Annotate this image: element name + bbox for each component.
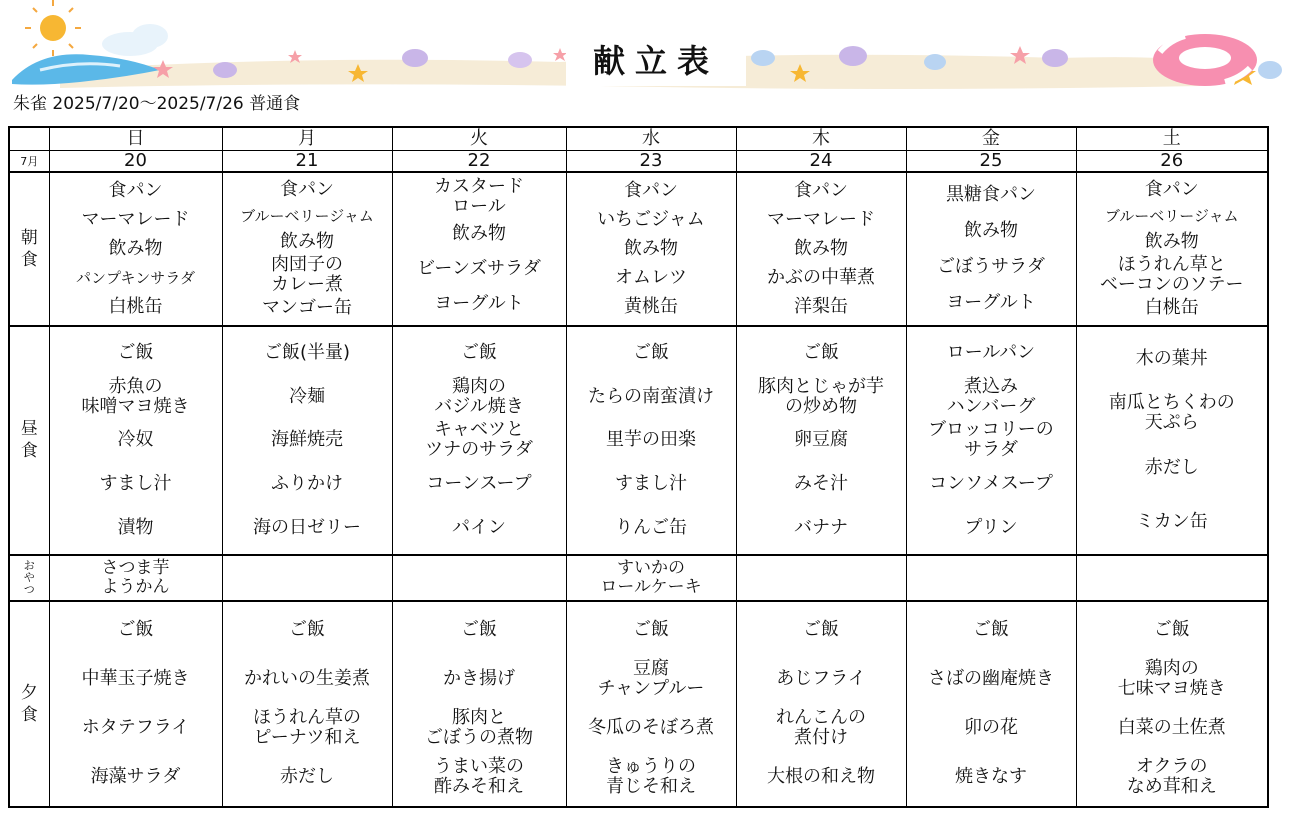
- dinner-row: [9, 601, 1268, 807]
- dish-item: 鶏肉の 七味マヨ焼き: [1117, 658, 1226, 700]
- weekday-cell: 金: [906, 127, 1076, 150]
- dish-item: ごぼうサラダ: [937, 256, 1045, 278]
- date-row: [9, 150, 1268, 172]
- dish-item: 中華玉子焼き: [81, 668, 190, 690]
- lunch-cell: [906, 326, 1076, 554]
- dish-item: うまい菜の 酢みそ和え: [434, 756, 524, 798]
- date-cell: 22: [392, 150, 566, 172]
- snack-cell: [736, 555, 906, 601]
- date-cell: 24: [736, 150, 906, 172]
- dish-item: ヨーグルト: [946, 292, 1036, 314]
- dish-list: [50, 602, 222, 806]
- dish-item: 豚肉とじゃが芋 の炒め物: [758, 375, 884, 417]
- cloud-icon: [102, 24, 168, 56]
- breakfast-cell: [736, 172, 906, 326]
- breakfast-row: [9, 172, 1268, 326]
- dish-list: [737, 327, 906, 553]
- sun-icon: [25, 0, 81, 56]
- dish-item: 洋梨缶: [794, 295, 848, 317]
- weekday-row: [9, 127, 1268, 150]
- dish-item: マーマレード: [767, 209, 875, 231]
- dinner-cell: [49, 601, 222, 807]
- dish-item: たらの南蛮漬け: [588, 385, 714, 407]
- snack-cell: さつま芋 ようかん: [49, 555, 222, 601]
- dish-item: コーンスープ: [426, 473, 532, 495]
- dish-item: 冷奴: [117, 429, 154, 451]
- dish-item: ご飯: [289, 619, 325, 641]
- lunch-cell: [1076, 326, 1268, 554]
- dish-item: かれいの生姜煮: [244, 668, 370, 690]
- breakfast-label: 朝 食: [9, 172, 49, 326]
- dish-item: 飲み物: [108, 238, 163, 260]
- dish-item: 冷麺: [289, 385, 325, 407]
- dinner-cell: [736, 601, 906, 807]
- dish-item: 肉団子の カレー煮: [271, 254, 343, 296]
- dish-list: [567, 602, 736, 806]
- dish-list: [567, 173, 736, 325]
- dish-item: 赤だし: [280, 766, 334, 788]
- dish-list: [1077, 602, 1268, 806]
- swim-ring-icon: [1153, 34, 1257, 86]
- dish-list: [223, 327, 392, 553]
- dish-item: ブルーベリージャム: [1104, 207, 1239, 226]
- snack-cell: [1076, 555, 1268, 601]
- dish-item: 豚肉と ごぼうの煮物: [425, 707, 533, 749]
- dish-item: りんご缶: [615, 516, 687, 538]
- dish-item: キャベツと ツナのサラダ: [425, 419, 533, 461]
- dish-list: [50, 173, 222, 325]
- dish-item: いちごジャム: [597, 209, 705, 231]
- dish-item: 赤だし: [1144, 456, 1199, 478]
- weekday-cell: 月: [222, 127, 392, 150]
- dish-item: 煮込み ハンバーグ: [946, 375, 1036, 417]
- dish-item: 黒糖食パン: [946, 184, 1036, 206]
- dish-list: [393, 173, 566, 325]
- dinner-label: 夕 食: [9, 601, 49, 807]
- dish-item: 里芋の田楽: [606, 429, 696, 451]
- dinner-cell: [392, 601, 566, 807]
- dish-item: 漬物: [117, 516, 154, 538]
- dish-list: [1077, 173, 1268, 325]
- dish-item: ブロッコリーの サラダ: [928, 419, 1054, 461]
- dish-item: 白桃缶: [1144, 297, 1199, 319]
- dish-item: 焼きなす: [955, 766, 1027, 788]
- dish-item: 卵豆腐: [794, 429, 848, 451]
- dish-list: [907, 327, 1076, 553]
- dish-item: ご飯: [803, 342, 839, 364]
- dish-item: 飲み物: [1144, 231, 1199, 253]
- dish-item: カスタード ロール: [434, 176, 524, 218]
- dish-list: [907, 173, 1076, 325]
- date-cell: 23: [566, 150, 736, 172]
- dish-item: パイン: [452, 516, 506, 538]
- lunch-cell: [49, 326, 222, 554]
- snack-row: [9, 555, 1268, 601]
- dish-list: [223, 173, 392, 325]
- breakfast-cell: [906, 172, 1076, 326]
- dish-item: ご飯: [1153, 619, 1190, 641]
- dish-item: みそ汁: [794, 473, 848, 495]
- dish-item: かき揚げ: [443, 668, 515, 690]
- breakfast-cell: [222, 172, 392, 326]
- snack-cell: [392, 555, 566, 601]
- dish-item: ご飯: [117, 342, 154, 364]
- dish-list: [737, 173, 906, 325]
- dish-item: 飲み物: [624, 238, 678, 260]
- dish-item: さばの幽庵焼き: [928, 668, 1054, 690]
- dish-item: すまし汁: [615, 473, 687, 495]
- dish-item: ご飯: [803, 619, 839, 641]
- dish-item: マンゴー缶: [262, 297, 352, 319]
- snack-cell: [906, 555, 1076, 601]
- dish-item: 食パン: [1144, 179, 1199, 201]
- dish-item: ご飯: [973, 619, 1009, 641]
- dish-item: マーマレード: [81, 209, 190, 231]
- dinner-cell: [566, 601, 736, 807]
- dish-item: 食パン: [280, 179, 334, 201]
- breakfast-cell: [1076, 172, 1268, 326]
- dish-item: プリン: [964, 516, 1018, 538]
- weekday-cell: 日: [49, 127, 222, 150]
- lunch-cell: [736, 326, 906, 554]
- lunch-label: 昼 食: [9, 326, 49, 554]
- dish-item: 卯の花: [964, 717, 1018, 739]
- dinner-cell: [1076, 601, 1268, 807]
- dish-item: ほうれん草の ピーナツ和え: [253, 707, 361, 749]
- dish-item: 冬瓜のそぼろ煮: [588, 717, 714, 739]
- dish-item: 鶏肉の バジル焼き: [434, 375, 524, 417]
- dinner-cell: [906, 601, 1076, 807]
- menu-subtitle: 朱雀 2025/7/20～2025/7/26 普通食: [13, 94, 301, 114]
- date-cell: 20: [49, 150, 222, 172]
- weekday-cell: 土: [1076, 127, 1268, 150]
- dish-list: [1077, 327, 1268, 553]
- dish-item: 白桃缶: [108, 295, 163, 317]
- dish-item: ヨーグルト: [434, 292, 524, 314]
- dinner-cell: [222, 601, 392, 807]
- dish-item: ホタテフライ: [81, 717, 190, 739]
- dish-item: ご飯: [117, 619, 154, 641]
- dish-item: 大根の和え物: [767, 766, 875, 788]
- lunch-cell: [222, 326, 392, 554]
- date-cell: 25: [906, 150, 1076, 172]
- dish-item: 食パン: [794, 180, 848, 202]
- dish-item: 飲み物: [452, 223, 506, 245]
- corner-cell: [9, 127, 49, 150]
- page-title: 献立表: [566, 36, 746, 86]
- month-label: 7月: [9, 150, 49, 172]
- dish-item: 白菜の土佐煮: [1117, 717, 1226, 739]
- dish-item: ご飯(半量): [263, 342, 351, 364]
- dish-item: 木の葉丼: [1135, 347, 1208, 369]
- lunch-cell: [566, 326, 736, 554]
- dish-list: [907, 602, 1076, 806]
- weekday-cell: 火: [392, 127, 566, 150]
- dish-list: [393, 327, 566, 553]
- dish-item: パンプキンサラダ: [75, 269, 196, 288]
- date-cell: 21: [222, 150, 392, 172]
- dish-item: 豆腐 チャンプルー: [597, 658, 705, 700]
- dish-item: ロールパン: [946, 342, 1036, 364]
- dish-list: [737, 602, 906, 806]
- dish-item: オムレツ: [615, 267, 687, 289]
- dish-item: 黄桃缶: [624, 295, 678, 317]
- snack-cell: [222, 555, 392, 601]
- dish-item: ご飯: [461, 342, 497, 364]
- dish-item: 南瓜とちくわの 天ぷら: [1108, 392, 1235, 434]
- date-cell: 26: [1076, 150, 1268, 172]
- weekday-cell: 木: [736, 127, 906, 150]
- dish-item: 飲み物: [280, 231, 334, 253]
- dish-item: 飲み物: [964, 220, 1018, 242]
- dish-item: ご飯: [633, 619, 669, 641]
- dish-item: ブルーベリージャム: [240, 207, 374, 226]
- dish-item: ほうれん草と ベーコンのソテー: [1099, 254, 1244, 296]
- dish-item: 飲み物: [794, 238, 848, 260]
- dish-item: ビーンズサラダ: [417, 258, 541, 280]
- breakfast-cell: [566, 172, 736, 326]
- lunch-row: [9, 326, 1268, 554]
- dish-list: [567, 327, 736, 553]
- dish-item: 食パン: [108, 180, 163, 202]
- dish-item: あじフライ: [776, 668, 866, 690]
- dish-item: ご飯: [633, 342, 669, 364]
- dish-item: ご飯: [461, 619, 497, 641]
- dish-item: 赤魚の 味噌マヨ焼き: [81, 375, 190, 417]
- dish-item: 食パン: [624, 180, 678, 202]
- dish-item: れんこんの 煮付け: [776, 707, 866, 749]
- breakfast-cell: [392, 172, 566, 326]
- dish-item: バナナ: [794, 516, 848, 538]
- breakfast-cell: [49, 172, 222, 326]
- lunch-cell: [392, 326, 566, 554]
- menu-table: [8, 126, 1269, 808]
- dish-item: コンソメスープ: [929, 473, 1053, 495]
- dish-item: きゅうりの 青じそ和え: [606, 756, 696, 798]
- dish-item: 海鮮焼売: [271, 429, 343, 451]
- dish-item: すまし汁: [99, 473, 172, 495]
- dish-item: ふりかけ: [271, 473, 343, 495]
- dish-item: オクラの なめ茸和え: [1126, 756, 1217, 798]
- dish-list: [50, 327, 222, 553]
- weekday-cell: 水: [566, 127, 736, 150]
- dish-item: 海の日ゼリー: [253, 516, 361, 538]
- dish-list: [393, 602, 566, 806]
- snack-label: お や つ: [9, 555, 49, 601]
- snack-cell: すいかの ロールケーキ: [566, 555, 736, 601]
- dish-list: [223, 602, 392, 806]
- dish-item: 海藻サラダ: [90, 766, 181, 788]
- dish-item: かぶの中華煮: [767, 267, 875, 289]
- dish-item: ミカン缶: [1135, 511, 1208, 533]
